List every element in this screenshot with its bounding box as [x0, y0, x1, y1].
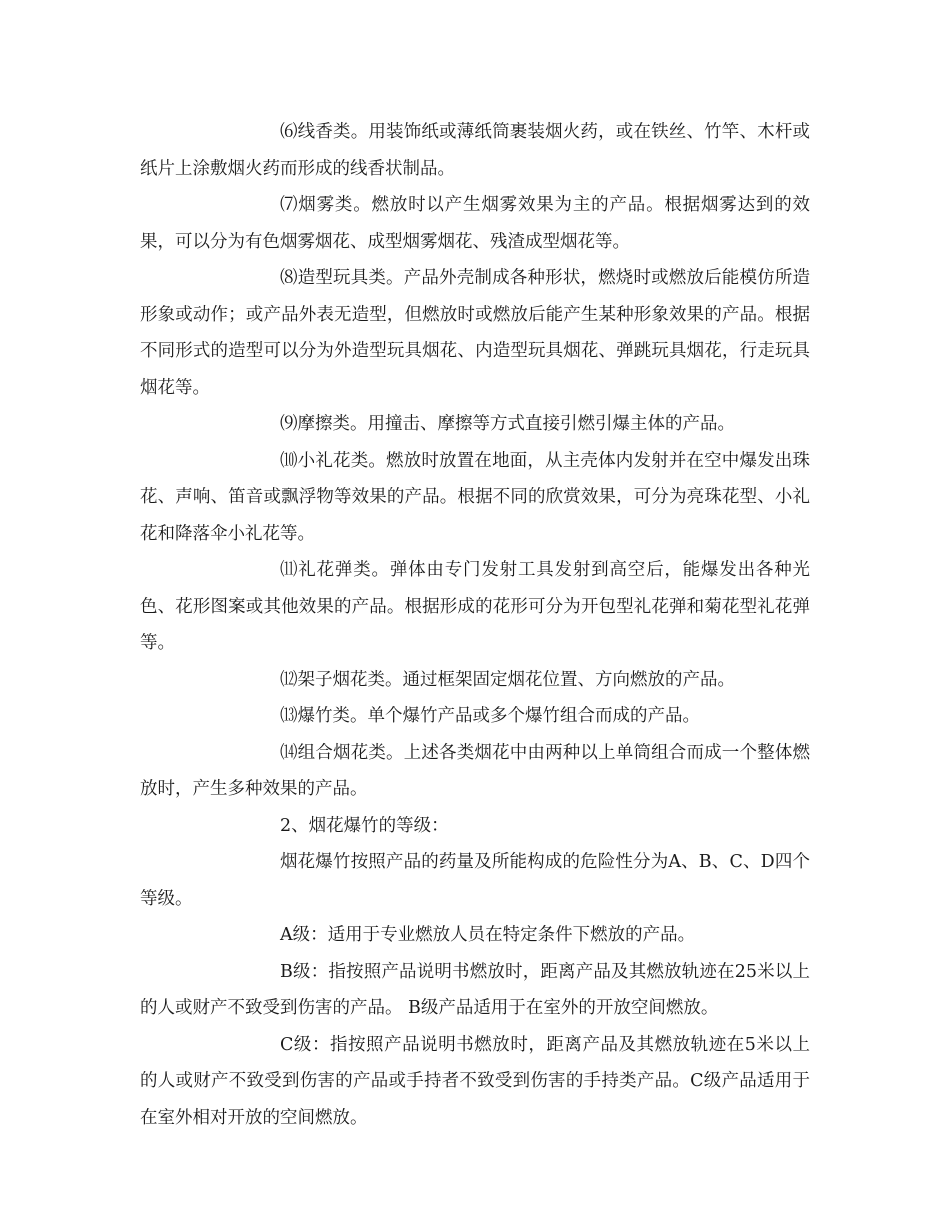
paragraph-small-aerial: ⑽小礼花类。燃放时放置在地面，从主壳体内发射并在空中爆发出珠花、声响、笛音或飘浮物等效果的产品。根据不同的欣赏效果，可分为亮珠花型、小礼花和降落伞小礼花等。	[140, 450, 810, 544]
paragraph-aerial-shell: ⑾礼花弹类。弹体由专门发射工具发射到高空后，能爆发出各种光色、花形图案或其他效果的产品。根据形成的花形可分为开包型礼花弹和菊花型礼花弹等。	[140, 560, 810, 653]
paragraph-smoke: ⑺烟雾类。燃放时以产生烟雾效果为主的产品。根据烟雾达到的效果，可以分为有色烟雾烟花、成型烟雾烟花、残渣成型烟花等。	[140, 195, 810, 252]
document-body	[140, 114, 810, 1136]
paragraph-combination: ⒁组合烟花类。上述各类烟花中由两种以上单筒组合而成一个整体燃放时，产生多种效果的产品。	[140, 742, 810, 799]
paragraph-grade-b: B级：指按照产品说明书燃放时，距离产品及其燃放轨迹在25米以上的人或财产不致受到伤害的产品。 B级产品适用于在室外的开放空间燃放。	[140, 961, 810, 1018]
paragraph-shaped-toy: ⑻造型玩具类。产品外壳制成各种形状，燃烧时或燃放后能模仿所造形象或动作；或产品外表无造型，但燃放时或燃放后能产生某种形象效果的产品。根据不同形式的造型可以分为外造型玩具烟花、内造型玩具烟花、弹跳玩具烟花，行走玩具烟花等。	[140, 268, 810, 398]
paragraph-incense-stick: ⑹线香类。用装饰纸或薄纸筒裹装烟火药，或在铁丝、竹竿、木杆或纸片上涂敷烟火药而形成的线香状制品。	[140, 122, 810, 179]
section-heading-grades: 2、烟花爆竹的等级：	[280, 815, 449, 836]
paragraph-grade-a: A级：适用于专业燃放人员在特定条件下燃放的产品。	[280, 925, 696, 945]
paragraph-friction: ⑼摩擦类。用撞击、摩擦等方式直接引燃引爆主体的产品。	[280, 414, 735, 434]
paragraph-firecrackers: ⒀爆竹类。单个爆竹产品或多个爆竹组合而成的产品。	[280, 706, 700, 726]
paragraph-frame-fireworks: ⑿架子烟花类。通过框架固定烟花位置、方向燃放的产品。	[280, 669, 735, 690]
paragraph-grades-intro: 烟花爆竹按照产品的药量及所能构成的危险性分为A、B、C、D四个等级。	[140, 852, 810, 909]
paragraph-grade-c: C级：指按照产品说明书燃放时，距离产品及其燃放轨迹在5米以上的人或财产不致受到伤害的产品或手持者不致受到伤害的手持类产品。C级产品适用于在室外相对开放的空间燃放。	[140, 1034, 810, 1128]
